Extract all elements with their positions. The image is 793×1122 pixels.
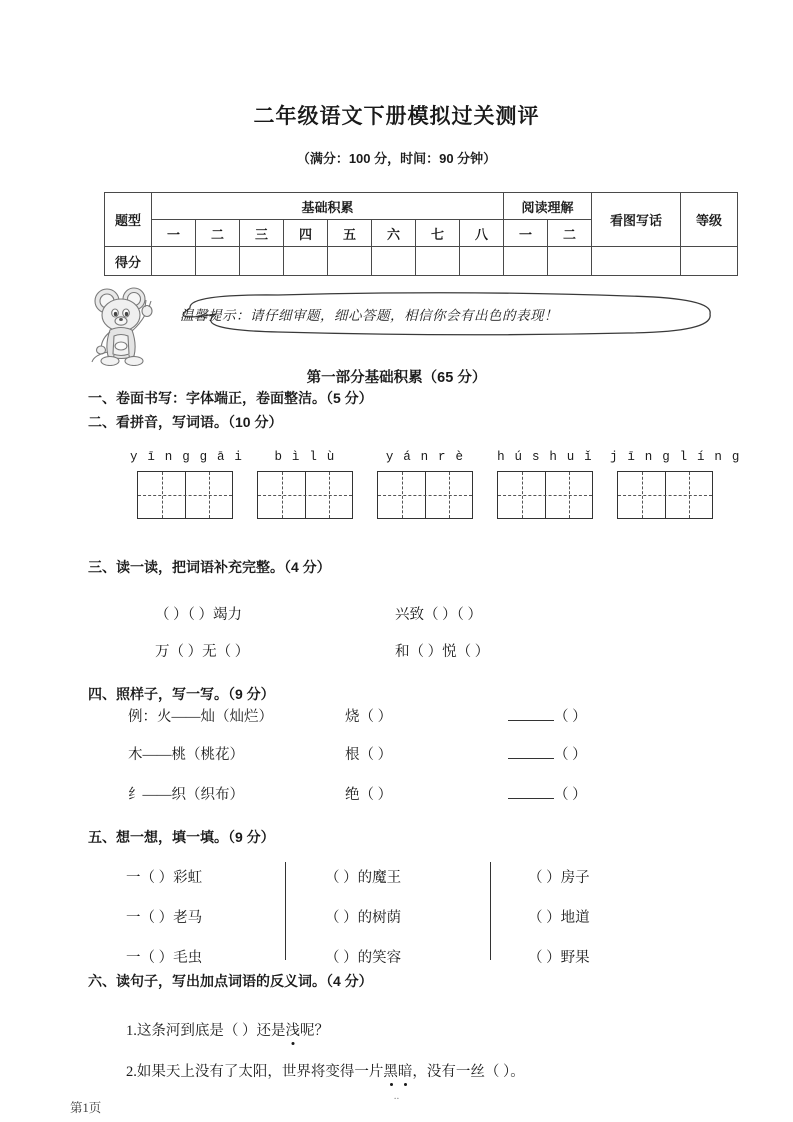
score-table-col-picture-writing: 看图写话 xyxy=(592,193,681,247)
q5-divider-2 xyxy=(490,862,491,960)
score-table xyxy=(104,192,738,276)
tianzige-box-1[interactable] xyxy=(137,471,233,519)
q6-sentence-2-prefix: 2.如果天上没有了太阳，世界将变得一片 xyxy=(126,1064,384,1080)
q3-row-1-right[interactable]: 兴致（ ）（ ） xyxy=(395,607,482,623)
question-2-heading: 二、看拼音，写词语。（10 分） xyxy=(88,414,283,430)
score-table-basics-num-4: 四 xyxy=(284,220,328,247)
score-cell-basics-4[interactable] xyxy=(284,247,328,276)
pinyin-label-3: y á n r è xyxy=(385,450,465,464)
score-table-group-basics: 基础积累 xyxy=(152,193,504,220)
pinyin-label-1: y ī n g g ā i xyxy=(130,450,244,464)
score-table-basics-num-6: 六 xyxy=(372,220,416,247)
footer-page-number: 第1页 xyxy=(70,1101,102,1115)
tianzige-box-3[interactable] xyxy=(377,471,473,519)
question-4-heading: 四、照样子，写一写。（9 分） xyxy=(88,686,275,702)
q4-example-2: 木——桃（桃花） xyxy=(128,747,244,763)
q3-row-2-left[interactable]: 万（ ）无（ ） xyxy=(155,644,250,660)
q4-blank-line-3[interactable] xyxy=(508,786,554,799)
q6-sentence-2[interactable] xyxy=(126,1060,525,1081)
q4-blank-2[interactable] xyxy=(508,743,587,764)
score-cell-basics-1[interactable] xyxy=(152,247,196,276)
q4-mid-2[interactable]: 根（ ） xyxy=(345,747,393,763)
pinyin-label-4: h ú s h u ǐ xyxy=(497,450,593,464)
q4-blank-suffix-3: （ ） xyxy=(554,787,587,803)
pinyin-group-3 xyxy=(370,450,480,519)
q4-blank-1[interactable] xyxy=(508,705,587,726)
q4-blank-3[interactable] xyxy=(508,783,587,804)
pinyin-group-4 xyxy=(490,450,600,519)
score-cell-basics-2[interactable] xyxy=(196,247,240,276)
score-table-reading-num-1: 一 xyxy=(504,220,548,247)
q6-sentence-1-suffix: 呢？ xyxy=(300,1023,329,1039)
q3-row-1-left[interactable]: （ ）（ ）竭力 xyxy=(155,607,242,623)
score-cell-picture-writing[interactable] xyxy=(592,247,681,276)
q5-row-3-col-3[interactable]: （ ）野果 xyxy=(528,950,590,966)
tianzige-box-5[interactable] xyxy=(617,471,713,519)
q6-sentence-2-suffix: ，没有一丝（ ）。 xyxy=(412,1064,525,1080)
score-cell-basics-7[interactable] xyxy=(416,247,460,276)
score-table-basics-num-5: 五 xyxy=(328,220,372,247)
q5-row-1-col-1[interactable]: 一（ ）彩虹 xyxy=(126,870,203,886)
pinyin-label-5: j ī n g l í n g xyxy=(610,450,741,464)
score-cell-reading-2[interactable] xyxy=(548,247,592,276)
score-cell-basics-5[interactable] xyxy=(328,247,372,276)
score-table-reading-num-2: 二 xyxy=(548,220,592,247)
pinyin-group-2 xyxy=(250,450,360,519)
pinyin-label-2: b ì l ù xyxy=(274,450,336,464)
q5-row-2-col-1[interactable]: 一（ ）老马 xyxy=(126,910,203,926)
q4-blank-line-2[interactable] xyxy=(508,746,554,759)
page-subtitle: （满分：100 分，时间：90 分钟） xyxy=(296,151,497,166)
score-cell-reading-1[interactable] xyxy=(504,247,548,276)
score-cell-grade[interactable] xyxy=(681,247,738,276)
q4-blank-suffix-1: （ ） xyxy=(554,709,587,725)
q4-mid-1[interactable]: 烧（ ） xyxy=(345,709,393,725)
tip-text: 温馨提示：请仔细审题，细心答题，相信你会有出色的表现！ xyxy=(180,308,558,323)
pinyin-group-5 xyxy=(610,450,741,519)
q3-row-2-right[interactable]: 和（ ）悦（ ） xyxy=(395,644,490,660)
q4-blank-suffix-2: （ ） xyxy=(554,747,587,763)
score-cell-basics-3[interactable] xyxy=(240,247,284,276)
q4-mid-3[interactable]: 绝（ ） xyxy=(345,787,393,803)
score-cell-basics-8[interactable] xyxy=(460,247,504,276)
footer-dots: .. xyxy=(393,1090,400,1102)
score-table-basics-num-1: 一 xyxy=(152,220,196,247)
tip-banner xyxy=(90,286,710,366)
tianzige-box-2[interactable] xyxy=(257,471,353,519)
pinyin-group-1 xyxy=(130,450,244,519)
q6-sentence-2-dotted-word: 黑暗 xyxy=(383,1064,413,1080)
q5-row-1-col-2[interactable]: （ ）的魔王 xyxy=(325,870,402,886)
score-table-label-score: 得分 xyxy=(105,247,152,276)
part-one-heading: 第一部分基础积累（65 分） xyxy=(306,370,487,386)
score-cell-basics-6[interactable] xyxy=(372,247,416,276)
q6-sentence-1-prefix: 1.这条河到底是（ ）还是 xyxy=(126,1023,286,1039)
q4-example-3: 纟——织（织布） xyxy=(128,787,244,803)
q5-row-1-col-3[interactable]: （ ）房子 xyxy=(528,870,590,886)
score-table-col-grade: 等级 xyxy=(681,193,738,247)
question-6-heading: 六、读句子，写出加点词语的反义词。（4 分） xyxy=(88,973,373,989)
q6-sentence-1[interactable] xyxy=(126,1019,329,1040)
q5-row-3-col-2[interactable]: （ ）的笑容 xyxy=(325,950,402,966)
q5-row-2-col-3[interactable]: （ ）地道 xyxy=(528,910,590,926)
q4-example-1: 例：火——灿（灿烂） xyxy=(128,709,273,725)
score-table-basics-num-8: 八 xyxy=(460,220,504,247)
q5-row-3-col-1[interactable]: 一（ ）毛虫 xyxy=(126,950,203,966)
q5-divider-1 xyxy=(285,862,286,960)
page-title: 二年级语文下册模拟过关测评 xyxy=(253,105,540,128)
q5-row-2-col-2[interactable]: （ ）的树荫 xyxy=(325,910,402,926)
tianzige-box-4[interactable] xyxy=(497,471,593,519)
question-5-heading: 五、想一想，填一填。（9 分） xyxy=(88,829,275,845)
score-table-label-type: 题型 xyxy=(105,193,152,247)
q6-sentence-1-dotted-word: 浅 xyxy=(285,1023,300,1039)
score-table-group-reading: 阅读理解 xyxy=(504,193,592,220)
q4-blank-line-1[interactable] xyxy=(508,708,554,721)
question-1-heading: 一、卷面书写：字体端正，卷面整洁。（5 分） xyxy=(88,390,373,406)
score-table-basics-num-7: 七 xyxy=(416,220,460,247)
score-table-basics-num-3: 三 xyxy=(240,220,284,247)
question-3-heading: 三、读一读，把词语补充完整。（4 分） xyxy=(88,559,331,575)
score-table-basics-num-2: 二 xyxy=(196,220,240,247)
pinyin-writing-row xyxy=(130,450,741,525)
